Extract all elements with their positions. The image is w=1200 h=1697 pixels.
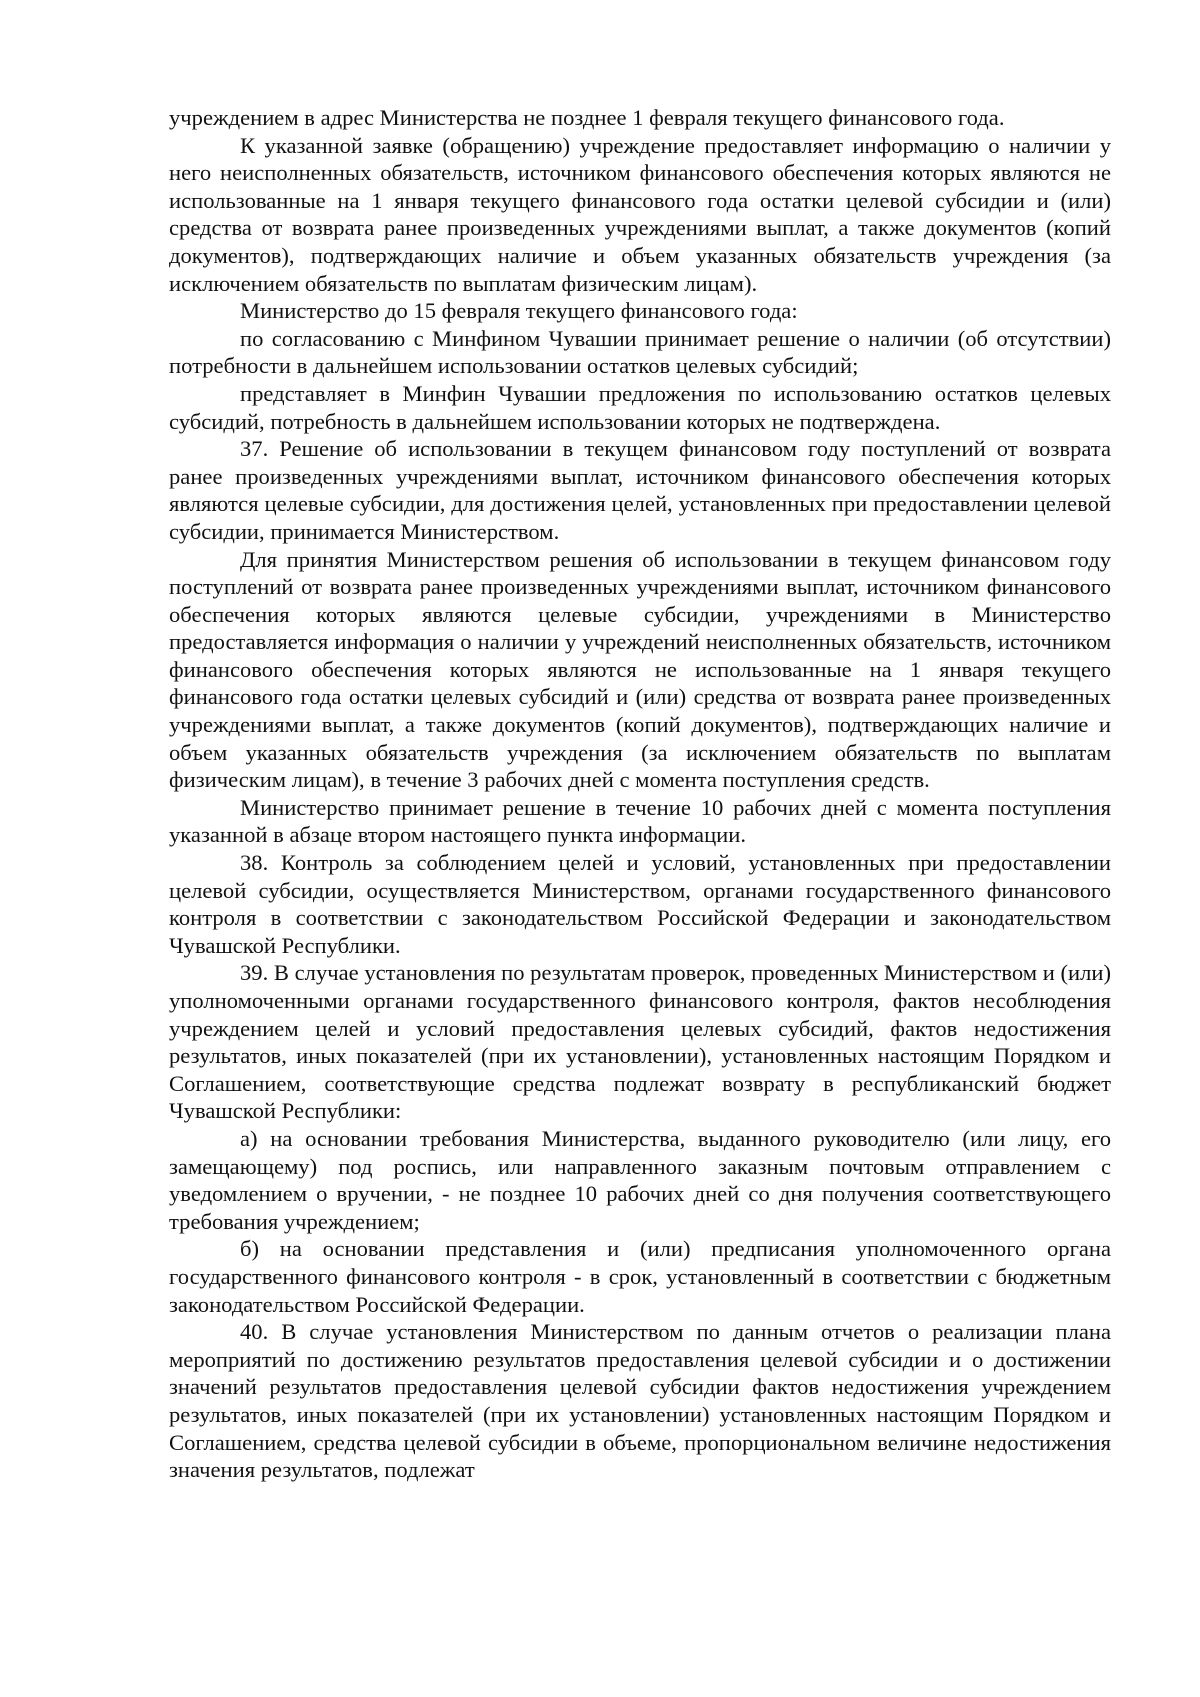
paragraph-item-38: 38. Контроль за соблюдением целей и условий, установленных при предоставлении целевой субсидии, осуществляется Министерством, органами государственного финансового контроля в соответствии с законодательством Российской Федерации и законодательством Чувашской Республики. xyxy=(169,850,1111,958)
paragraph-minfin-proposals: представляет в Минфин Чувашии предложения по использованию остатков целевых субсидий, потребность в дальнейшем использовании которых не подтверждена. xyxy=(169,380,1111,434)
paragraph-item-39-a: а) на основании требования Министерства, выданного руководителю (или лицу, его замещающему) под роспись, или направленного заказным почтовым отправлением с уведомлением о вручении, - не позднее 10 рабочих дней со дня получения соответствующего требования учреждением; xyxy=(169,1125,1111,1234)
document-page xyxy=(169,104,1111,1484)
paragraph-item-37-decision-info: Для принятия Министерством решения об использовании в текущем финансовом году поступлений от возврата ранее произведенных учреждениями выплат, источником финансового обеспечения которых являются целевые субсидии, учреждениями в Министерство предоставляется информация о наличии у учреждений неисполненных обязательств, источником финансового обеспечения которых являются не использованные на 1 января текущего финансового года остатки целевых субсидий и (или) средства от возврата ранее произведенных учреждениями выплат, а также документов (копий документов), подтверждающих наличие и объем указанных обязательств учреждения (за исключением обязательств по выплатам физическим лицам), в течение 3 рабочих дней с момента поступления средств. xyxy=(169,546,1111,793)
paragraph-application-info: К указанной заявке (обращению) учреждение предоставляет информацию о наличии у него неисполненных обязательств, источником финансового обеспечения которых являются не использованные на 1 января текущего финансового года остатки целевой субсидии и (или) средства от возврата ранее произведенных учреждениями выплат, а также документов (копий документов), подтверждающих наличие и объем указанных обязательств учреждения (за исключением обязательств по выплатам физическим лицам). xyxy=(169,132,1111,296)
paragraph-item-37-decision-term: Министерство принимает решение в течение 10 рабочих дней с момента поступления указанной в абзаце втором настоящего пункта информации. xyxy=(169,794,1111,848)
paragraph-item-39-b: б) на основании представления и (или) предписания уполномоченного органа государственного финансового контроля - в срок, установленный в соответствии с бюджетным законодательством Российской Федерации. xyxy=(169,1236,1111,1317)
paragraph-continuation: учреждением в адрес Министерства не позднее 1 февраля текущего финансового года. xyxy=(169,105,1005,130)
paragraph-minfin-agreement: по согласованию с Минфином Чувашии принимает решение о наличии (об отсутствии) потребности в дальнейшем использовании остатков целевых субсидий; xyxy=(169,325,1111,379)
paragraph-item-37: 37. Решение об использовании в текущем финансовом году поступлений от возврата ранее произведенных учреждениями выплат, источником финансового обеспечения которых являются целевые субсидии, для достижения целей, установленных при предоставлении целевой субсидии, принимается Министерством. xyxy=(169,436,1111,544)
paragraph-item-39: 39. В случае установления по результатам проверок, проведенных Министерством и (или) уполномоченными органами государственного финансового контроля, фактов несоблюдения учреждением целей и условий предоставления целевых субсидий, фактов недостижения результатов, иных показателей (при их установлении), установленных настоящим Порядком и Соглашением, соответствующие средства подлежат возврату в республиканский бюджет Чувашской Республики: xyxy=(169,960,1111,1124)
paragraph-item-40: 40. В случае установления Министерством по данным отчетов о реализации плана мероприятий по достижению результатов предоставления целевой субсидии и о достижении значений результатов предоставления целевой субсидии фактов недостижения учреждением результатов, иных показателей (при их установлении) установленных настоящим Порядком и Соглашением, средства целевой субсидии в объеме, пропорциональном величине недостижения значения результатов, подлежат xyxy=(169,1319,1111,1483)
paragraph-ministry-deadline: Министерство до 15 февраля текущего финансового года: xyxy=(240,298,798,324)
